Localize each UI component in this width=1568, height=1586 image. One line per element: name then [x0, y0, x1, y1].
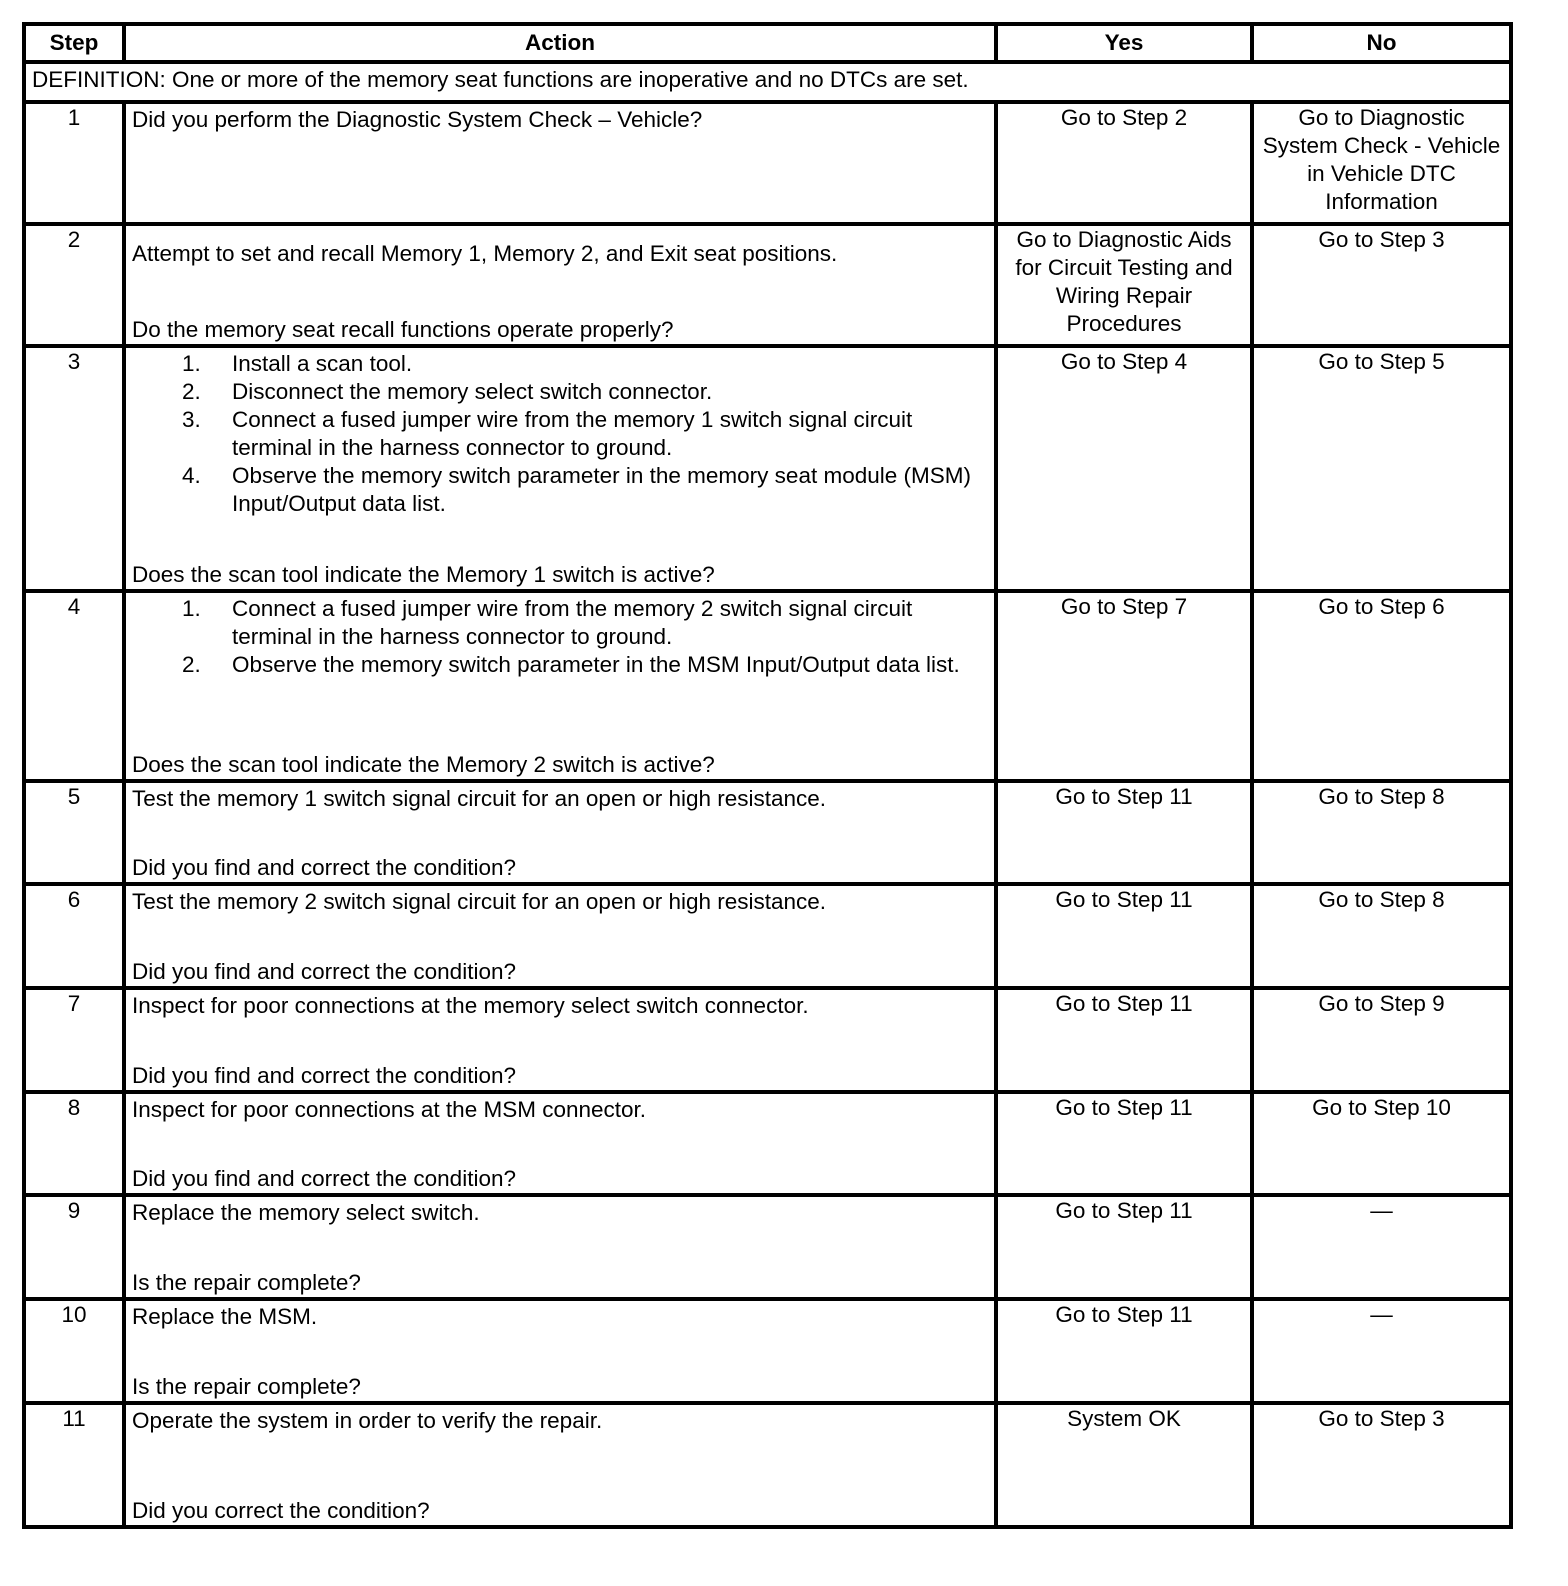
- action-content: [132, 1096, 988, 1193]
- table-row: [24, 346, 1511, 591]
- yes-result: Go to Step 11: [996, 1299, 1252, 1403]
- no-result: —: [1252, 1195, 1511, 1299]
- action-cell: [124, 346, 996, 591]
- step-number: 6: [24, 884, 124, 988]
- header-yes: Yes: [996, 24, 1252, 62]
- action-question: Did you find and correct the condition?: [132, 1063, 516, 1088]
- substep-item: [132, 406, 988, 462]
- yes-result: Go to Step 11: [996, 988, 1252, 1092]
- step-number: 2: [24, 224, 124, 346]
- header-row: [24, 24, 1511, 62]
- action-cell: [124, 1299, 996, 1403]
- substep-text: Observe the memory switch parameter in the memory seat module (MSM) Input/Output data list.: [232, 463, 971, 516]
- action-cell: [124, 224, 996, 346]
- action-cell: [124, 1195, 996, 1299]
- action-content: [132, 992, 988, 1090]
- substep-list: [132, 350, 988, 518]
- action-question: Did you correct the condition?: [132, 1498, 430, 1523]
- yes-result: Go to Step 4: [996, 346, 1252, 591]
- substep-item: [132, 651, 988, 679]
- step-number: 4: [24, 591, 124, 781]
- step-number: 11: [24, 1403, 124, 1527]
- step-number: 9: [24, 1195, 124, 1299]
- table-row: [24, 781, 1511, 884]
- action-content: [132, 785, 988, 882]
- substep-item: [132, 350, 988, 378]
- no-result: Go to Step 8: [1252, 884, 1511, 988]
- no-result: Go to Step 10: [1252, 1092, 1511, 1195]
- table-row: [24, 1299, 1511, 1403]
- action-instruction: Operate the system in order to verify the repair.: [132, 1408, 603, 1433]
- action-content: [132, 1407, 988, 1525]
- action-cell: [124, 988, 996, 1092]
- yes-result: System OK: [996, 1403, 1252, 1527]
- yes-result: Go to Step 11: [996, 884, 1252, 988]
- yes-result: Go to Step 11: [996, 781, 1252, 884]
- action-instruction: Replace the MSM.: [132, 1304, 318, 1329]
- substep-number: 2.: [182, 652, 201, 677]
- action-question: Do the memory seat recall functions operate properly?: [132, 317, 674, 342]
- yes-result: Go to Diagnostic Aids for Circuit Testing and Wiring Repair Procedures: [996, 224, 1252, 346]
- no-result: Go to Step 6: [1252, 591, 1511, 781]
- diagnostic-table: [22, 22, 1513, 1529]
- substep-text: Install a scan tool.: [232, 351, 413, 376]
- yes-result: Go to Step 7: [996, 591, 1252, 781]
- header-action: Action: [124, 24, 996, 62]
- action-instruction: Attempt to set and recall Memory 1, Memory 2, and Exit seat positions.: [132, 241, 838, 266]
- yes-result: Go to Step 2: [996, 102, 1252, 224]
- yes-result: Go to Step 11: [996, 1092, 1252, 1195]
- action-content: [132, 1199, 988, 1297]
- action-question: Is the repair complete?: [132, 1270, 361, 1295]
- action-question: Does the scan tool indicate the Memory 1 switch is active?: [132, 562, 715, 587]
- substep-number: 3.: [182, 407, 201, 432]
- action-instruction: Test the memory 2 switch signal circuit for an open or high resistance.: [132, 889, 827, 914]
- action-instruction: Replace the memory select switch.: [132, 1200, 480, 1225]
- action-instruction: Test the memory 1 switch signal circuit for an open or high resistance.: [132, 786, 827, 811]
- table-row: [24, 1403, 1511, 1527]
- substep-number: 1.: [182, 351, 201, 376]
- no-result: Go to Step 8: [1252, 781, 1511, 884]
- action-content: [132, 106, 988, 222]
- action-cell: [124, 781, 996, 884]
- substep-number: 1.: [182, 596, 201, 621]
- no-result: Go to Step 3: [1252, 224, 1511, 346]
- no-result: Go to Step 3: [1252, 1403, 1511, 1527]
- step-number: 8: [24, 1092, 124, 1195]
- action-question: Did you find and correct the condition?: [132, 959, 516, 984]
- definition-text: DEFINITION: One or more of the memory seat functions are inoperative and no DTCs are set.: [24, 62, 1511, 102]
- action-cell: [124, 102, 996, 224]
- header-step: Step: [24, 24, 124, 62]
- table-row: [24, 1195, 1511, 1299]
- action-content: [132, 1303, 988, 1401]
- substep-list: [132, 595, 988, 679]
- step-number: 1: [24, 102, 124, 224]
- table-row: [24, 988, 1511, 1092]
- substep-text: Connect a fused jumper wire from the memory 1 switch signal circuit terminal in the harness connector to ground.: [232, 407, 913, 460]
- action-content: [132, 888, 988, 986]
- definition-row: [24, 62, 1511, 102]
- action-content: [132, 595, 988, 779]
- action-content: [132, 228, 988, 344]
- table-row: [24, 102, 1511, 224]
- substep-text: Disconnect the memory select switch connector.: [232, 379, 713, 404]
- table-row: [24, 884, 1511, 988]
- step-number: 5: [24, 781, 124, 884]
- action-question: Does the scan tool indicate the Memory 2 switch is active?: [132, 752, 715, 777]
- substep-text: Connect a fused jumper wire from the memory 2 switch signal circuit terminal in the harness connector to ground.: [232, 596, 913, 649]
- action-cell: [124, 1092, 996, 1195]
- substep-number: 2.: [182, 379, 201, 404]
- action-cell: [124, 591, 996, 781]
- action-content: [132, 350, 988, 589]
- table-row: [24, 591, 1511, 781]
- no-result: Go to Diagnostic System Check - Vehicle in Vehicle DTC Information: [1252, 102, 1511, 224]
- step-number: 10: [24, 1299, 124, 1403]
- no-result: Go to Step 5: [1252, 346, 1511, 591]
- table-row: [24, 1092, 1511, 1195]
- table-row: [24, 224, 1511, 346]
- action-question: Did you find and correct the condition?: [132, 1166, 516, 1191]
- action-question: Is the repair complete?: [132, 1374, 361, 1399]
- substep-item: [132, 595, 988, 651]
- action-question: Did you find and correct the condition?: [132, 855, 516, 880]
- no-result: Go to Step 9: [1252, 988, 1511, 1092]
- action-instruction: Inspect for poor connections at the MSM connector.: [132, 1097, 647, 1122]
- header-no: No: [1252, 24, 1511, 62]
- substep-item: [132, 462, 988, 518]
- action-instruction: Inspect for poor connections at the memory select switch connector.: [132, 993, 809, 1018]
- no-result: —: [1252, 1299, 1511, 1403]
- action-instruction: Did you perform the Diagnostic System Check – Vehicle?: [132, 107, 703, 132]
- step-number: 7: [24, 988, 124, 1092]
- substep-text: Observe the memory switch parameter in the MSM Input/Output data list.: [232, 652, 960, 677]
- action-cell: [124, 884, 996, 988]
- substep-item: [132, 378, 988, 406]
- substep-number: 4.: [182, 463, 201, 488]
- step-number: 3: [24, 346, 124, 591]
- action-cell: [124, 1403, 996, 1527]
- yes-result: Go to Step 11: [996, 1195, 1252, 1299]
